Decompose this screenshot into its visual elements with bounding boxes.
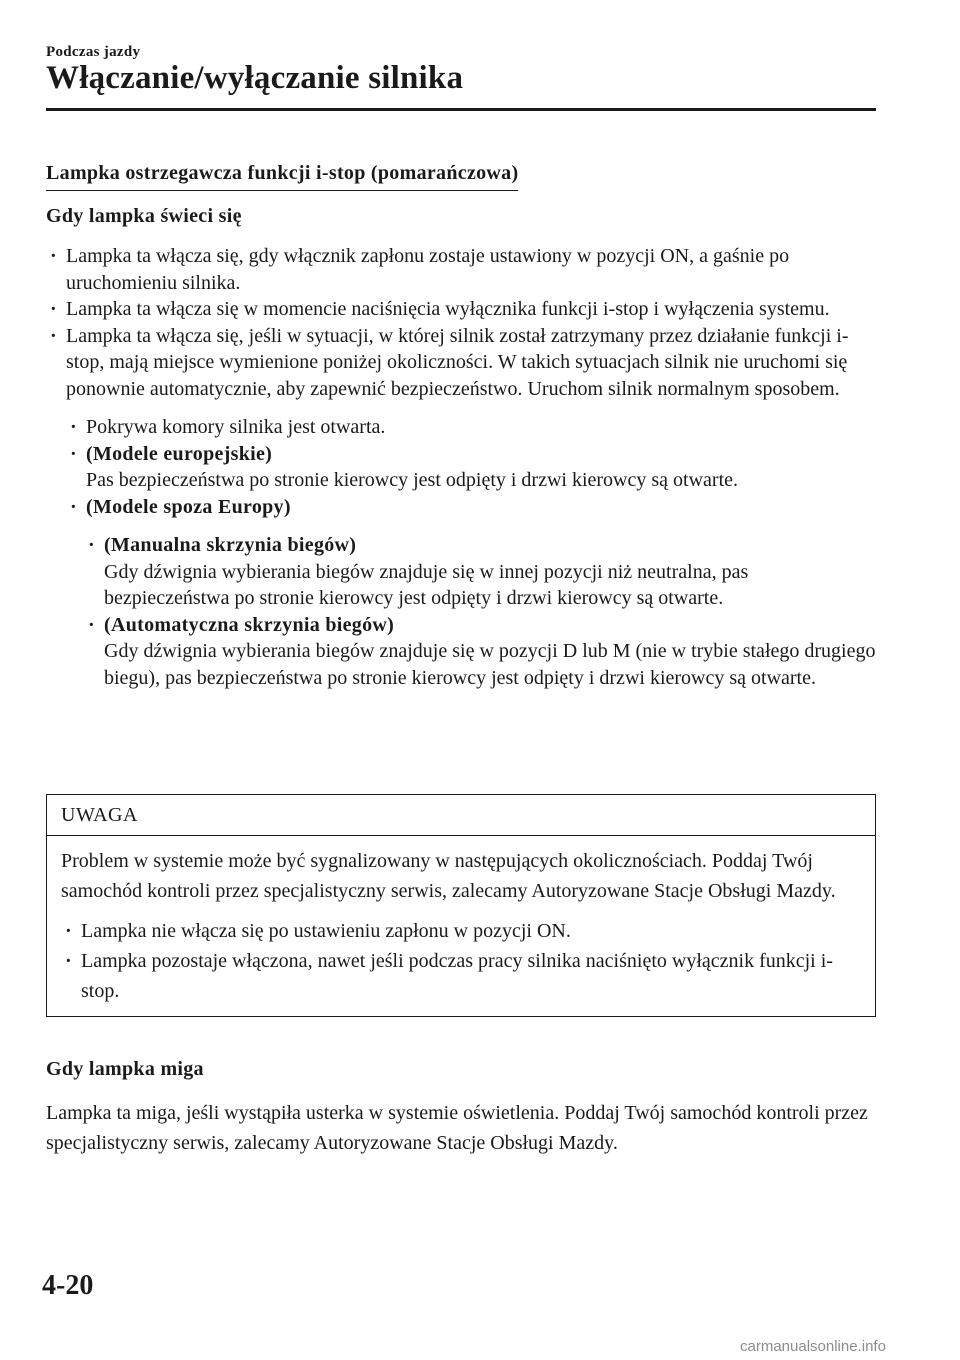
- note-header: UWAGA: [47, 795, 875, 836]
- lamp-lit-heading: Gdy lampka świeci się: [46, 204, 242, 227]
- list-item: · Lampka pozostaje włączona, nawet jeśli podczas pracy silnika naciśnięto wyłącznik funkcji i-stop.: [61, 946, 861, 1006]
- warning-lamp-heading: Lampka ostrzegawcza funkcji i-stop (pomarańczowa): [46, 160, 518, 191]
- note-text: Problem w systemie może być sygnalizowany w następujących okolicznościach. Poddaj Twój samochód kontroli przez specjalistyczny serwis, zalecamy Autoryzowane Stacje Obsługi Mazdy.: [61, 850, 836, 902]
- conditions-list: [46, 414, 876, 691]
- transmission-list: [46, 532, 876, 691]
- list-item: [84, 612, 876, 692]
- automatic-transmission-text: Gdy dźwignia wybierania biegów znajduje się w pozycji D lub M (nie w trybie stałego drugiego biegu), pas bezpieczeństwa po stronie kierowcy jest odpięty i drzwi kierowcy są otwarte.: [104, 640, 876, 689]
- note-bullet-list: [61, 916, 861, 1006]
- title-rule: [46, 108, 876, 111]
- list-item: · Lampka ta włącza się w momencie naciśnięcia wyłącznika funkcji i-stop i wyłączenia systemu.: [46, 296, 876, 323]
- main-content: [46, 160, 876, 691]
- european-models-text: Pas bezpieczeństwa po stronie kierowcy jest odpięty i drzwi kierowcy są otwarte.: [86, 469, 739, 491]
- list-item: [66, 441, 876, 494]
- blink-heading: Gdy lampka miga: [46, 1058, 204, 1080]
- section-label: Podczas jazdy: [46, 44, 141, 60]
- manual-transmission-label: · (Manualna skrzynia biegów): [104, 534, 357, 556]
- european-models-label: · (Modele europejskie): [86, 442, 273, 465]
- manual-transmission-text: Gdy dźwignia wybierania biegów znajduje się w innej pozycji niż neutralna, pas bezpieczeństwa po stronie kierowcy jest odpięty i drzwi kierowcy są otwarte.: [104, 560, 749, 609]
- page-title: Włączanie/wyłączanie silnika: [46, 60, 464, 96]
- list-item: [66, 494, 876, 521]
- blink-section: [46, 1054, 876, 1158]
- note-box: [46, 794, 876, 1017]
- automatic-transmission-label: · (Automatyczna skrzynia biegów): [104, 613, 395, 636]
- note-body: [47, 836, 875, 1016]
- non-european-models-label: · (Modele spoza Europy): [86, 495, 291, 518]
- page-number: 4-20: [42, 1270, 94, 1301]
- list-item: · Lampka ta włącza się, jeśli w sytuacji, w której silnik został zatrzymany przez działanie funkcji i-stop, mają miejsce wymienione poniżej okoliczności. W takich sytuacjach silnik nie uruchomi się ponownie automatycznie, aby zapewnić bezpieczeństwo. Uruchom silnik normalnym sposobem.: [46, 323, 876, 403]
- list-item: · Lampka ta włącza się, gdy włącznik zapłonu zostaje ustawiony w pozycji ON, a gaśnie po uruchomieniu silnika.: [46, 243, 876, 296]
- watermark: carmanualsonline.info: [740, 1338, 886, 1355]
- list-item: · Lampka nie włącza się po ustawieniu zapłonu w pozycji ON.: [61, 916, 861, 946]
- blink-text: Lampka ta miga, jeśli wystąpiła usterka w systemie oświetlenia. Poddaj Twój samochód kontroli przez specjalistyczny serwis, zalecamy Autoryzowane Stacje Obsługi Mazdy.: [46, 1102, 868, 1154]
- lit-bullet-list: [46, 243, 876, 402]
- list-item: [84, 532, 876, 612]
- list-item: · Pokrywa komory silnika jest otwarta.: [66, 414, 876, 441]
